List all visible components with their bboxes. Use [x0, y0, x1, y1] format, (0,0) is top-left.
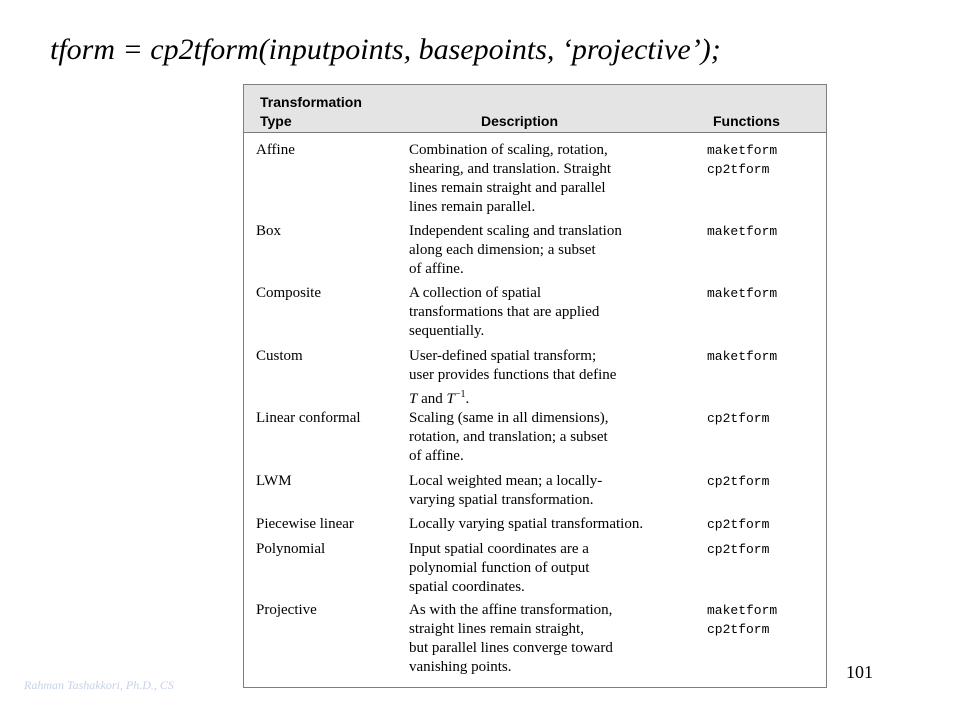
description-line: As with the affine transformation, — [409, 602, 613, 618]
description-line: Local weighted mean; a locally- — [409, 473, 603, 489]
row-functions — [707, 540, 769, 559]
row-type: Linear conformal — [256, 410, 361, 426]
description-line: Scaling (same in all dimensions), — [409, 410, 609, 426]
description-line: lines remain parallel. — [409, 199, 536, 215]
math-and: and — [417, 391, 447, 407]
description-line: of affine. — [409, 448, 464, 464]
row-type: Custom — [256, 348, 303, 364]
page-number: 101 — [846, 662, 873, 682]
row-type: Polynomial — [256, 541, 326, 557]
row-description — [409, 222, 709, 279]
row-description — [409, 515, 709, 534]
header-description: Description — [481, 113, 559, 129]
row-description — [409, 347, 709, 409]
description-line: vanishing points. — [409, 659, 512, 675]
row-description — [409, 284, 709, 341]
description-line: along each dimension; a subset — [409, 242, 596, 258]
header-functions: Functions — [713, 113, 780, 129]
function-name: maketform — [707, 224, 778, 239]
description-line: polynomial function of output — [409, 560, 590, 576]
function-name: maketform — [707, 349, 778, 364]
math-t: T — [409, 391, 418, 407]
math-exponent: −1 — [454, 389, 466, 400]
transformation-table — [243, 84, 827, 688]
description-line: Combination of scaling, rotation, — [409, 142, 608, 158]
table-header — [244, 85, 826, 133]
header-type — [260, 93, 362, 131]
description-line: straight lines remain straight, — [409, 621, 584, 637]
description-line: transformations that are applied — [409, 304, 600, 320]
description-line: user provides functions that define — [409, 367, 617, 383]
header-type-line1: Transformation — [260, 94, 362, 110]
row-functions — [707, 409, 769, 428]
description-line: of affine. — [409, 261, 464, 277]
description-line: shearing, and translation. Straight — [409, 161, 612, 177]
row-type: Affine — [256, 142, 295, 158]
row-description — [409, 409, 709, 466]
row-description — [409, 540, 709, 597]
row-type: Projective — [256, 602, 317, 618]
function-name: cp2tform — [707, 162, 770, 177]
row-functions — [707, 515, 769, 534]
function-name: cp2tform — [707, 517, 770, 532]
row-description — [409, 601, 709, 677]
slide-heading: tform = cp2tform(inputpoints, basepoints, ‘projective’); — [50, 33, 721, 66]
row-description — [409, 141, 709, 217]
function-name: cp2tform — [707, 411, 770, 426]
row-functions — [707, 601, 777, 639]
row-functions — [707, 472, 769, 491]
row-type: Composite — [256, 285, 322, 301]
row-functions — [707, 284, 777, 303]
function-name: cp2tform — [707, 474, 770, 489]
row-functions — [707, 222, 777, 241]
math-period: . — [465, 391, 470, 407]
function-name: cp2tform — [707, 622, 770, 637]
description-line: rotation, and translation; a subset — [409, 429, 608, 445]
row-type: Box — [256, 223, 282, 239]
description-line: A collection of spatial — [409, 285, 542, 301]
description-line: Locally varying spatial transformation. — [409, 516, 644, 532]
row-functions — [707, 347, 777, 366]
row-type: Piecewise linear — [256, 516, 354, 532]
row-functions — [707, 141, 777, 179]
description-line: sequentially. — [409, 323, 485, 339]
description-line: User-defined spatial transform; — [409, 348, 597, 364]
description-line: Input spatial coordinates are a — [409, 541, 589, 557]
math-t-inverse: T — [446, 391, 455, 407]
function-name: maketform — [707, 603, 778, 618]
function-name: cp2tform — [707, 542, 770, 557]
author-footer: Rahman Tashakkori, Ph.D., CS — [24, 678, 174, 692]
function-name: maketform — [707, 286, 778, 301]
function-name: maketform — [707, 143, 778, 158]
description-line: but parallel lines converge toward — [409, 640, 613, 656]
description-line: spatial coordinates. — [409, 579, 525, 595]
row-description — [409, 472, 709, 510]
description-math-line — [409, 385, 709, 409]
description-line: lines remain straight and parallel — [409, 180, 606, 196]
row-type: LWM — [256, 473, 292, 489]
header-type-line2: Type — [260, 113, 292, 129]
description-line: varying spatial transformation. — [409, 492, 594, 508]
description-line: Independent scaling and translation — [409, 223, 622, 239]
